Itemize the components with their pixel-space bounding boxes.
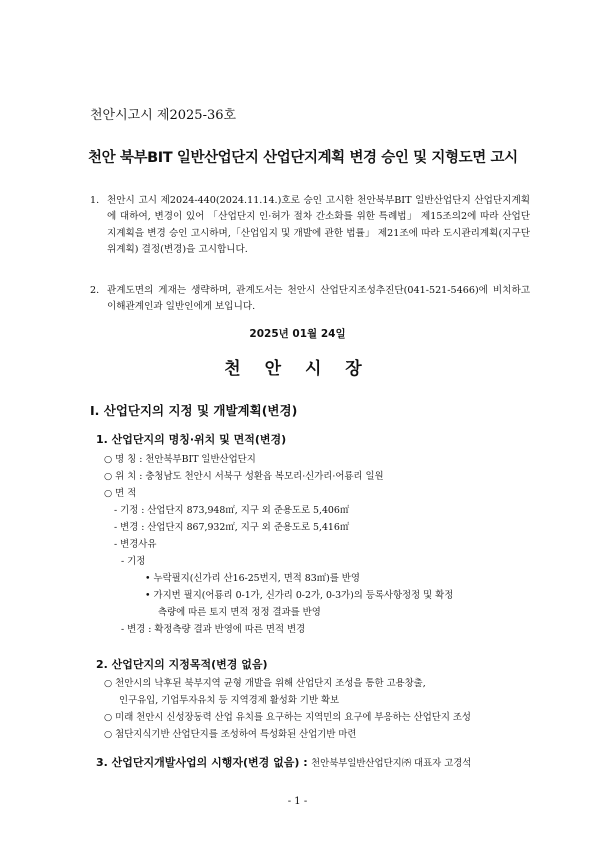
paragraph-1: [90, 193, 530, 258]
paragraph-text: 천안시 고시 제2024-440(2024.11.14.)호로 승인 고시한 천안북부BIT 일반산업단지 산업단지계획에 대하여, 변경이 있어 「산업단지 인·허가 절차 간소화를 위한 특례법」 제15조의2에 따라 산업단지계획을 변경 승인 고시하며,「산업입지 및 개발에 관한 법률」 제21조에 따라 도시관리계획(지구단위계획) 결정(변경)을 고시합니다.: [107, 195, 530, 255]
paragraph-text: 관계도면의 게재는 생략하며, 관계도서는 천안시 산업단지조성추진단(041-521-5466)에 비치하고 이해관계인과 일반인에게 보입니다.: [107, 285, 530, 313]
notice-number: 천안시고시 제2025-36호: [90, 108, 237, 123]
section-title: Ⅰ. 산업단지의 지정 및 개발계획(변경): [90, 403, 298, 418]
paragraph-number: 1.: [90, 195, 100, 206]
list-item: ○ 첨단지식기반 산업단지를 조성하여 특성화된 산업기반 마련: [104, 729, 357, 740]
subsection-2-title: 2. 산업단지의 지정목적(변경 없음): [96, 658, 268, 671]
list-item: ○ 천안시의 낙후된 북부지역 균형 개발을 위해 산업단지 조성을 통한 고용창출,: [104, 678, 426, 689]
list-item: 인구유입, 기업투자유치 등 지역경제 활성화 기반 확보: [119, 695, 340, 706]
page-number: - 1 -: [287, 796, 308, 807]
list-item: ○ 위 치 : 충청남도 천안시 서북구 성환읍 복모리·신가리·어룡리 일원: [104, 471, 384, 482]
paragraph-number: 2.: [90, 285, 100, 296]
document-title: 천안 북부BIT 일반산업단지 산업단지계획 변경 승인 및 지형도면 고시: [88, 150, 518, 166]
list-item: ○ 명 칭 : 천안북부BIT 일반산업단지: [104, 454, 256, 465]
list-item: - 변경 : 확정측량 결과 반영에 따른 면적 변경: [121, 624, 306, 635]
list-item: - 기정: [121, 556, 146, 567]
notice-date: 2025년 01월 24일: [249, 328, 346, 340]
list-item: • 누락필지(신가리 산16-25번지, 면적 83㎡)를 반영: [145, 573, 360, 584]
list-item: - 변경사유: [114, 539, 157, 550]
operator-name: 천안북부일반산업단지㈜ 대표자 고경석: [311, 758, 472, 769]
paragraph-2: [90, 283, 530, 316]
list-item: ○ 면 적: [104, 488, 137, 499]
list-item: - 변경 : 산업단지 867,932㎡, 지구 외 준용도로 5,416㎡: [114, 522, 350, 533]
subsection-3: [96, 754, 471, 770]
list-item: ○ 미래 천안시 신성장동력 산업 유치를 요구하는 지역민의 요구에 부응하는 산업단지 조성: [104, 712, 471, 723]
list-item: 측량에 따른 토지 면적 정정 결과를 반영: [158, 607, 321, 618]
list-item: - 기정 : 산업단지 873,948㎡, 지구 외 준용도로 5,406㎡: [114, 505, 350, 516]
subsection-1-title: 1. 산업단지의 명칭·위치 및 면적(변경): [96, 433, 287, 446]
subsection-3-title: 3. 산업단지개발사업의 시행자(변경 없음) :: [96, 756, 308, 769]
issuer-mayor: 천 안 시 장: [224, 359, 371, 379]
list-item: • 가지번 필지(어룡리 0-1가, 신가리 0-2가, 0-3가)의 등록사항정정 및 확정: [145, 590, 454, 601]
